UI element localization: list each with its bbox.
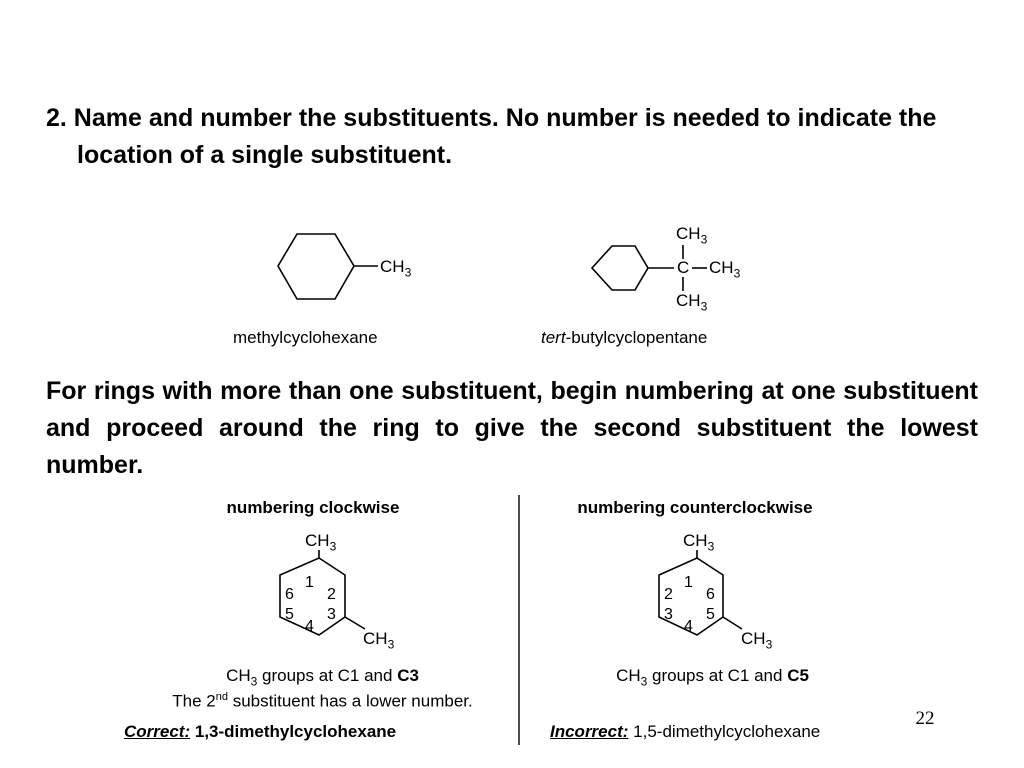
clockwise-ring-number-6: 6 [285, 586, 294, 603]
counterclockwise-ring-number-3: 3 [664, 606, 673, 623]
tert-butyl-ch3-right: $CH_3$ [709, 258, 741, 281]
rule-paragraph: For rings with more than one substituent, begin numbering at one substituent and proceed around the ring to give the second substituent the lowest number. [46, 377, 978, 479]
methyl-group-label: $CH_3$ [380, 257, 412, 280]
counterclockwise-ring-number-5: 5 [706, 606, 715, 623]
cyclopentane-ring [592, 246, 648, 290]
counterclockwise-bottom-ch3: $CH_3$ [741, 629, 773, 652]
clockwise-ring-number-5: 5 [285, 606, 294, 623]
counterclockwise-ring-number-6: 6 [706, 586, 715, 603]
counterclockwise-top-ch3: $CH_3$ [683, 531, 715, 554]
incorrect-verdict: Incorrect: 1,5-dimethylcyclohexane [550, 722, 821, 741]
cyclohexane-ring [278, 234, 354, 299]
clockwise-groups-line: $CH_3$ groups at C1 and C3 [226, 666, 419, 689]
counterclockwise-title: numbering counterclockwise [577, 498, 813, 517]
clockwise-bottom-ch3: $CH_3$ [363, 629, 395, 652]
tert-butyl-ch3-top: $CH_3$ [676, 224, 708, 247]
clockwise-title: numbering clockwise [226, 498, 400, 517]
clockwise-ring-number-3: 3 [327, 606, 336, 623]
tert-butyl-central-carbon: C [677, 258, 690, 277]
clockwise-lower-number-line: The 2nd substituent has a lower number. [172, 691, 473, 711]
clockwise-bottom-bond [345, 617, 365, 629]
clockwise-top-ch3: $CH_3$ [305, 531, 337, 554]
counterclockwise-bottom-bond [723, 617, 742, 629]
counterclockwise-ring-number-4: 4 [684, 618, 693, 635]
tert-butyl-ch3-bottom: $CH_3$ [676, 291, 708, 314]
correct-verdict: Correct: 1,3-dimethylcyclohexane [124, 722, 397, 741]
clockwise-ring-number-2: 2 [327, 586, 336, 603]
clockwise-ring-number-1: 1 [305, 574, 314, 591]
tert-butylcyclopentane-name: tert-butylcyclopentane [541, 328, 708, 347]
counterclockwise-ring-number-2: 2 [664, 586, 673, 603]
counterclockwise-groups-line: $CH_3$ groups at C1 and C5 [616, 666, 809, 689]
page-number: 22 [915, 708, 935, 729]
heading-instruction: 2. Name and number the substituents. No number is needed to indicate the location of a single substituent. [46, 104, 937, 169]
methylcyclohexane-name: methylcyclohexane [233, 328, 378, 347]
counterclockwise-ring-number-1: 1 [684, 574, 693, 591]
clockwise-ring-number-4: 4 [305, 618, 314, 635]
